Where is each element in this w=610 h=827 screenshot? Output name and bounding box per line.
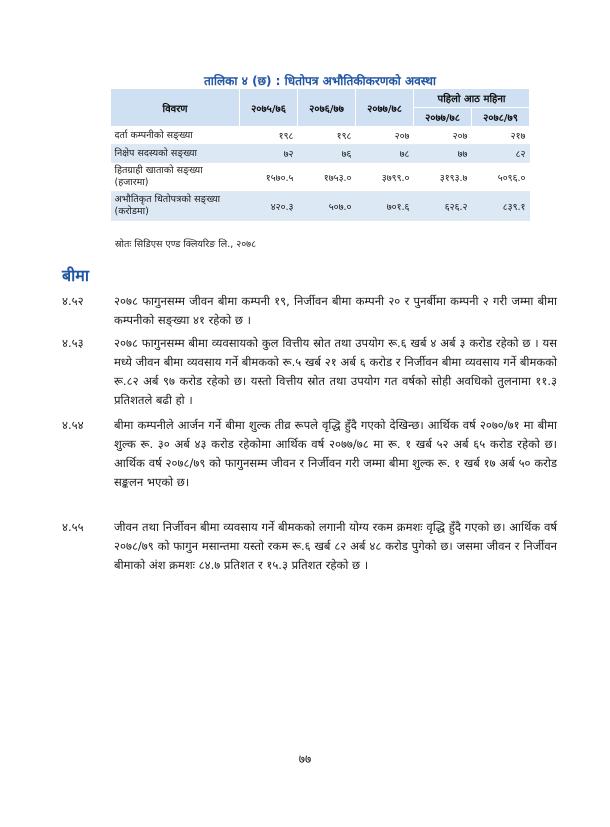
paragraph-number: ४.५२ xyxy=(62,294,84,308)
page-number: ७७ xyxy=(298,752,312,766)
paragraph xyxy=(62,292,557,330)
table-title: तालिका ४ (छ) : धितोपत्र अभौतिकीकरणको अवस्था xyxy=(203,74,437,88)
cell: २०७ xyxy=(414,127,472,145)
cell: ८२ xyxy=(472,145,530,163)
cell: १७५३.० xyxy=(298,163,356,192)
section-heading: बीमा xyxy=(62,266,89,285)
cell: ३१९३.७ xyxy=(414,163,472,192)
cell: ७७ xyxy=(414,145,472,163)
paragraph xyxy=(62,518,557,575)
cell: ३७९९.० xyxy=(356,163,414,192)
paragraph-text: बीमा कम्पनीले आर्जन गर्ने बीमा शुल्क तीव्र रूपले वृद्धि हुँदै गएको देखिन्छ। आर्थिक वर्ष २०७०/७१ मा बीमा शुल्क रू. ३० अर्ब ४३ करोड रहेकोमा आर्थिक वर्ष २०७७/७८ मा रू. १ खर्ब ५२ अर्ब ६५ करोड रहेको छ। आर्थिक वर्ष २०७८/७९ को फागुनसम्म जीवन र निर्जीवन गरी जम्मा बीमा शुल्क रू. १ खर्ब १७ अर्ब ५० करोड सङ्कलन भएको छ। xyxy=(114,418,557,489)
cell: २०७ xyxy=(356,127,414,145)
header-year-2: २०७६/७७ xyxy=(298,89,356,127)
cell: ५०९६.० xyxy=(472,163,530,192)
header-year-3: २०७७/७८ xyxy=(356,89,414,127)
paragraph-text: २०७८ फागुनसम्म जीवन बीमा कम्पनी १९, निर्जीवन बीमा कम्पनी २० र पुनर्बीमा कम्पनी २ गरी जम्मा बीमा कम्पनीको सङ्ख्या ४१ रहेको छ । xyxy=(114,294,557,327)
paragraph-text: २०७८ फागुनसम्म बीमा व्यवसायको कुल वित्तीय स्रोत तथा उपयोग रू.६ खर्ब ४ अर्ब ३ करोड रहेको छ । यस मध्ये जीवन बीमा व्यवसाय गर्ने बीमकको रू.५ खर्ब २१ अर्ब ६ करोड र निर्जीवन बीमा व्यवसाय गर्ने बीमकको रू.८२ अर्ब ९७ करोड रहेको छ। यस्तो वित्तीय स्रोत तथा उपयोग गत वर्षको सोही अवधिको तुलनामा ११.३ प्रतिशतले बढी हो । xyxy=(114,336,557,407)
row-label: हितग्राही खाताको सङ्ख्या (हजारमा) xyxy=(111,163,240,192)
cell: ७०१.६ xyxy=(356,192,414,221)
dematerialization-table xyxy=(110,88,530,221)
paragraph-number: ४.५४ xyxy=(62,418,84,432)
header-group-year-1: २०७७/७८ xyxy=(414,108,472,127)
paragraph-text: जीवन तथा निर्जीवन बीमा व्यवसाय गर्ने बीमकको लगानी योग्य रकम क्रमशः वृद्धि हुँदै गएको छ। आर्थिक वर्ष २०७८/७९ को फागुन मसान्तमा यस्तो रकम रू.६ खर्ब ८२ अर्ब ४८ करोड पुगेको छ। जसमा जीवन र निर्जीवन बीमाको अंश क्रमशः ८४.७ प्रतिशत र १५.३ प्रतिशत रहेको छ । xyxy=(114,520,557,572)
table-row xyxy=(111,192,530,221)
row-label: निक्षेप सदस्यको सङ्ख्या xyxy=(111,145,240,163)
paragraph xyxy=(62,416,557,492)
cell: २१७ xyxy=(472,127,530,145)
table-row xyxy=(111,127,530,145)
cell: ७६ xyxy=(298,145,356,163)
header-description: विवरण xyxy=(111,89,240,127)
table-row xyxy=(111,145,530,163)
cell: ५०७.० xyxy=(298,192,356,221)
header-group-label: पहिलो आठ महिना xyxy=(414,89,530,108)
paragraph-number: ४.५३ xyxy=(62,336,84,350)
cell: ४२०.३ xyxy=(240,192,298,221)
cell: १९८ xyxy=(298,127,356,145)
table-row xyxy=(111,163,530,192)
header-year-1: २०७५/७६ xyxy=(240,89,298,127)
table-source: स्रोतः सिडिएस एण्ड क्लियरिङ लि., २०७८ xyxy=(115,239,257,250)
cell: ७८ xyxy=(356,145,414,163)
cell: ७२ xyxy=(240,145,298,163)
paragraph xyxy=(62,334,557,410)
cell: ८३९.१ xyxy=(472,192,530,221)
cell: १५७०.५ xyxy=(240,163,298,192)
row-label: दर्ता कम्पनीको सङ्ख्या xyxy=(111,127,240,145)
paragraph-number: ४.५५ xyxy=(62,520,84,534)
cell: ६२६.२ xyxy=(414,192,472,221)
row-label: अभौतिकृत धितोपत्रको सङ्ख्या (करोडमा) xyxy=(111,192,240,221)
header-group-year-2: २०७८/७९ xyxy=(472,108,530,127)
cell: १९८ xyxy=(240,127,298,145)
